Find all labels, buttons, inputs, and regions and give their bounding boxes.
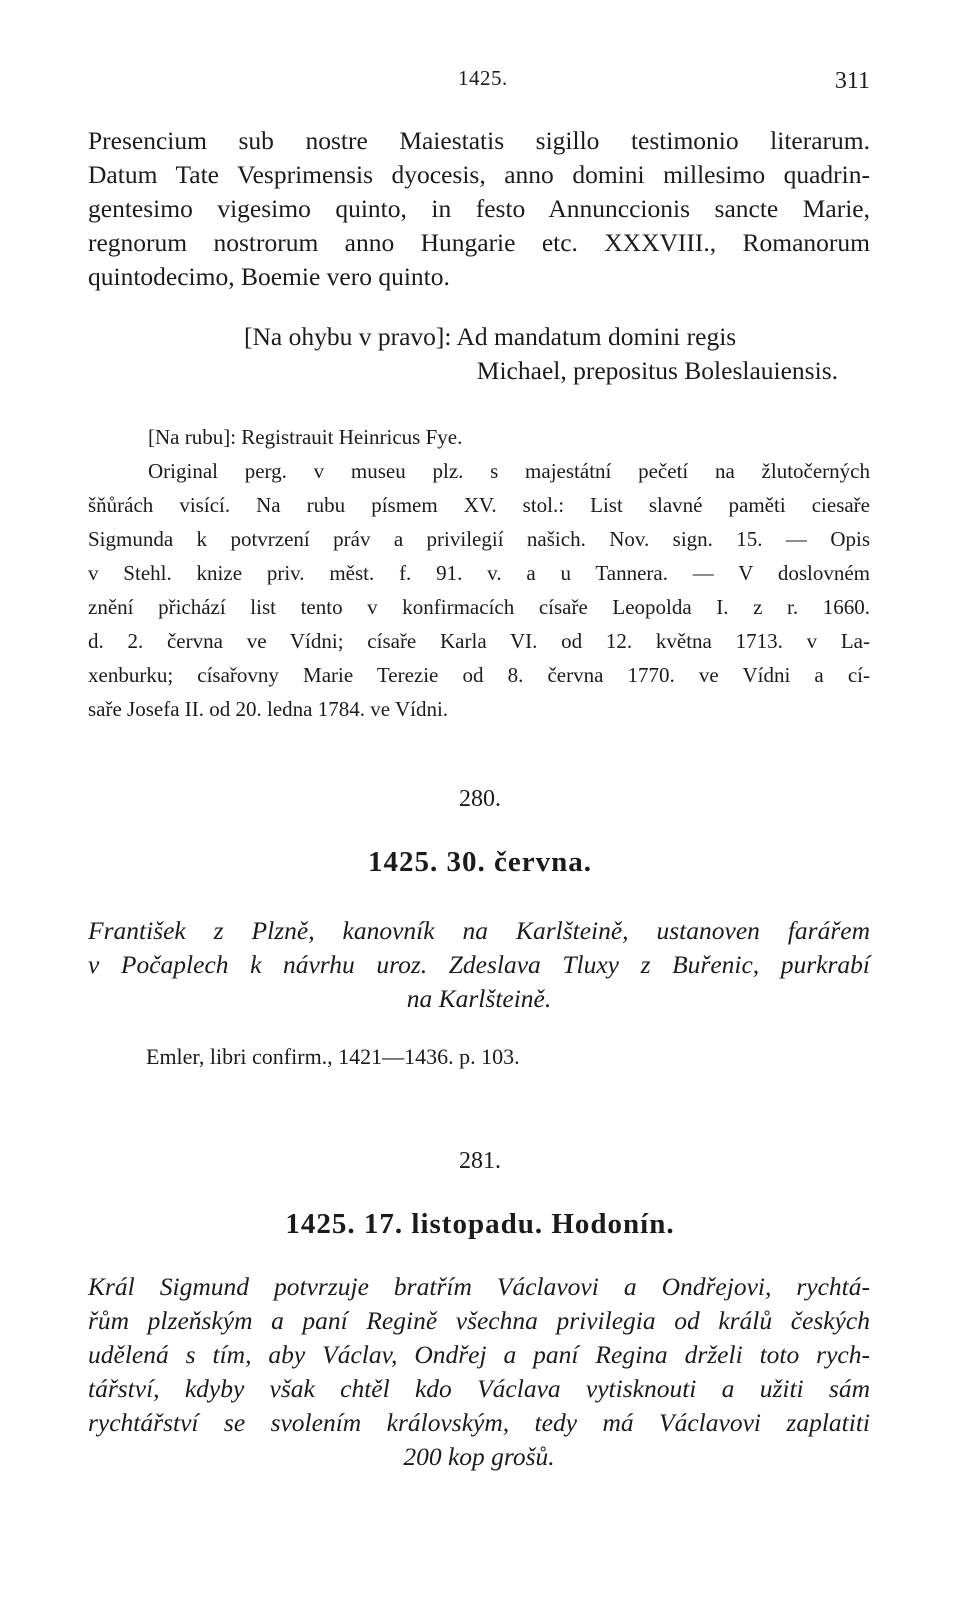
fold-note-line: Michael, prepositus Boleslauiensis. (476, 356, 838, 385)
editorial-notes (88, 420, 870, 726)
regest-line: Král Sigmund potvrzuje bratřím Václavovi a Ondřejovi, rychtá- (88, 1272, 870, 1301)
text-line: regnorum nostrorum anno Hungarie etc. XXXVIII., Romanorum (88, 228, 870, 257)
note-line: šňůrách visící. Na rubu písmem XV. stol.: List slavné paměti ciesaře (88, 493, 870, 517)
document-number: 281. (459, 1148, 501, 1174)
note-line: [Na rubu]: Registrauit Heinricus Fye. (148, 425, 463, 449)
document-regest (88, 914, 870, 1016)
note-line: xenburku; císařovny Marie Terezie od 8. června 1770. ve Vídni a cí- (88, 663, 870, 687)
running-head-year: 1425. (458, 66, 508, 90)
text-line: quintodecimo, Boemie vero quinto. (88, 262, 450, 291)
document-regest (88, 1270, 870, 1474)
note-line: saře Josefa II. od 20. ledna 1784. ve Vídni. (88, 697, 449, 721)
regest-line: v Počaplech k návrhu uroz. Zdeslava Tluxy z Buřenic, purkrabí (88, 950, 870, 979)
note-line: znění přichází list tento v konfirmacích císaře Leopolda I. z r. 1660. (88, 595, 870, 619)
regest-line: rychtářství se svolením královským, tedy má Václavovi zaplatiti (88, 1408, 870, 1437)
regest-line: řům plzeňským a paní Regině všechna privilegia od králů českých (88, 1306, 870, 1335)
regest-line: na Karlšteině. (406, 984, 552, 1013)
note-line: d. 2. června ve Vídni; císaře Karla VI. od 12. května 1713. v La- (88, 629, 870, 653)
regest-line: udělená s tím, aby Václav, Ondřej a paní Regina drželi toto rych- (88, 1340, 870, 1369)
note-line: v Stehl. knize priv. měst. f. 91. v. a u Tannera. — V doslovném (88, 561, 870, 585)
page-number: 311 (834, 68, 870, 94)
text-line: Datum Tate Vesprimensis dyocesis, anno domini millesimo quadrin- (88, 160, 870, 189)
regest-line: František z Plzně, kanovník na Karlšteině, ustanoven farářem (88, 916, 870, 945)
source-citation: Emler, libri confirm., 1421—1436. p. 103. (146, 1044, 520, 1069)
text-line: gentesimo vigesimo quinto, in festo Annunccionis sancte Marie, (88, 194, 870, 223)
document-date: 1425. 17. listopadu. Hodonín. (285, 1208, 675, 1240)
text-line: Presencium sub nostre Maiestatis sigillo testimonio literarum. (88, 126, 870, 155)
page-header (88, 60, 870, 100)
document-date: 1425. 30. června. (368, 846, 592, 878)
document-number: 280. (459, 786, 501, 812)
regest-line: 200 kop grošů. (403, 1442, 555, 1471)
regest-line: tářství, kdyby však chtěl kdo Václava vytisknouti a užiti sám (88, 1374, 870, 1403)
fold-note (88, 320, 870, 388)
latin-charter-ending (88, 124, 870, 294)
note-line: Sigmunda k potvrzení práv a privilegií našich. Nov. sign. 15. — Opis (88, 527, 870, 551)
fold-note-line: [Na ohybu v pravo]: Ad mandatum domini regis (244, 322, 737, 351)
note-line: Original perg. v museu plz. s majestátní pečetí na žlutočerných (148, 459, 870, 483)
